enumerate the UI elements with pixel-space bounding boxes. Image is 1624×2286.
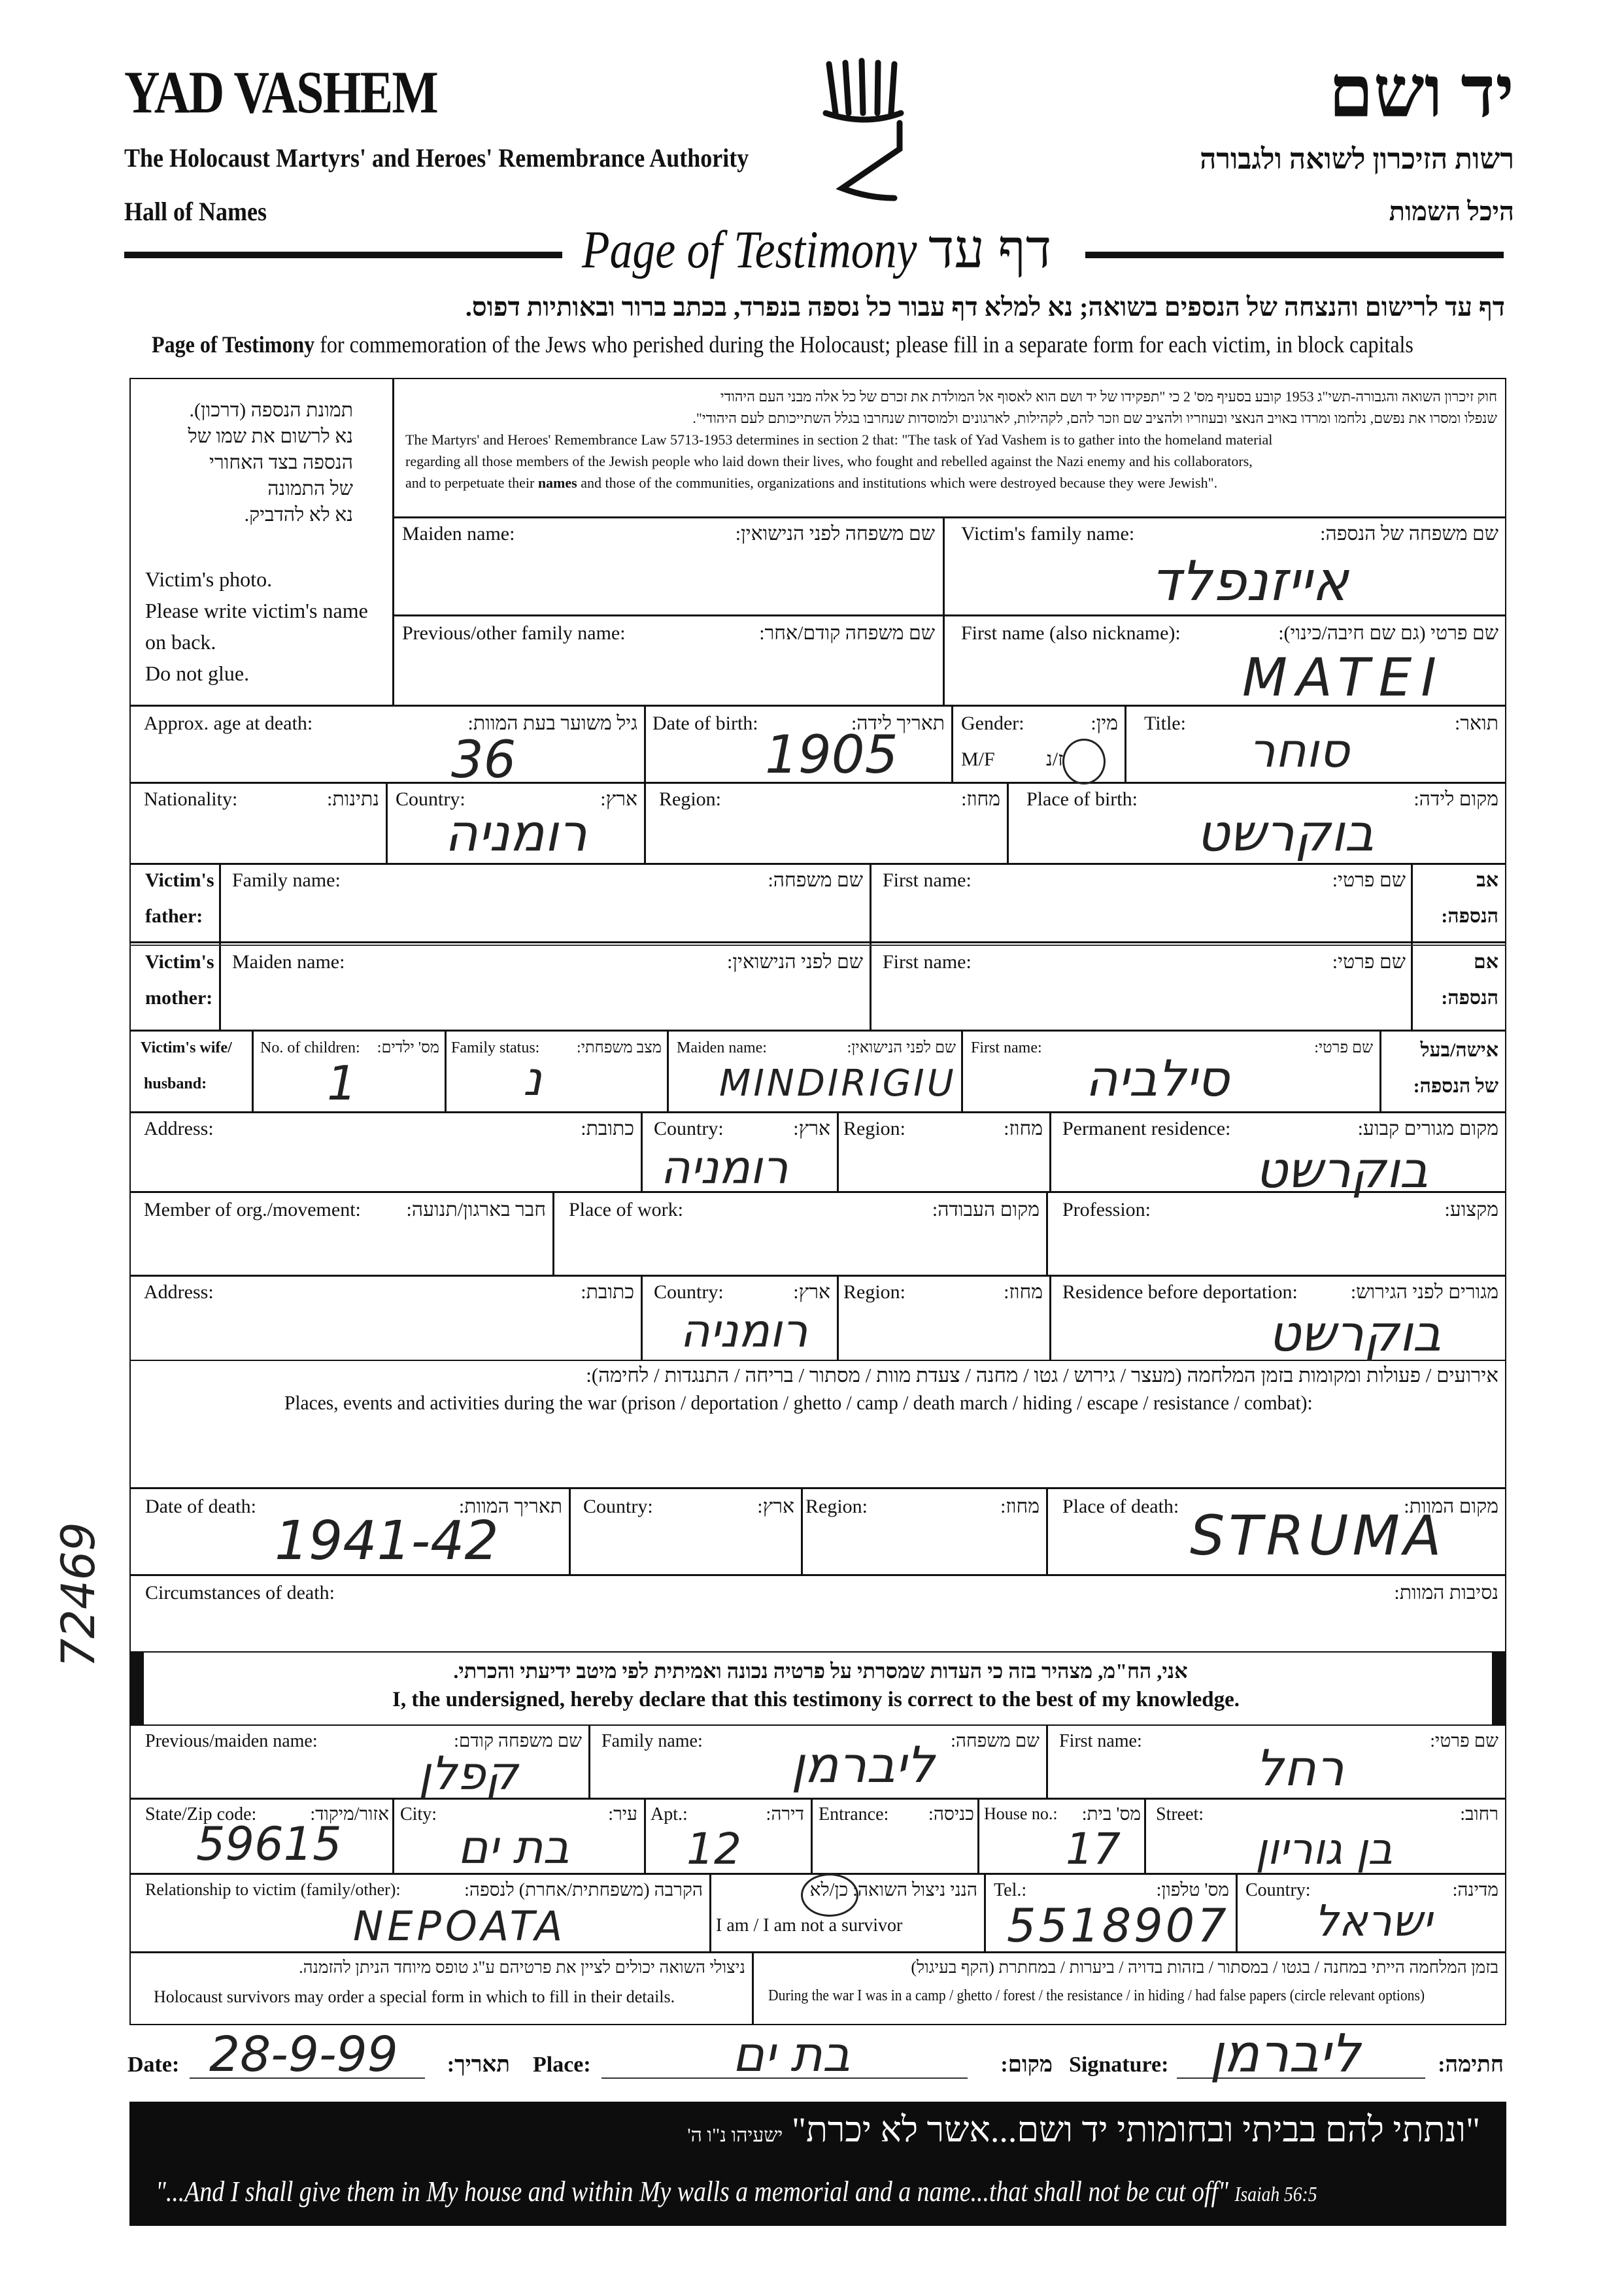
dob-label-he: תאריך לידה: [851, 713, 945, 734]
country-label-he: ארץ: [600, 788, 637, 810]
rule [811, 1798, 813, 1873]
dep-country-value: רומניה [680, 1304, 808, 1358]
rule [644, 705, 646, 782]
rule [129, 1574, 1506, 1576]
children-label-he: מס' ילדים: [377, 1039, 439, 1056]
rule [392, 516, 1506, 518]
dod-label-he: תאריך המוות: [458, 1496, 562, 1517]
rule [837, 1275, 839, 1360]
prof-label-en: Profession: [1062, 1199, 1151, 1220]
rule [961, 1030, 963, 1111]
authority-he: רשות הזיכרון לשואה ולגבורה [1200, 143, 1514, 175]
nationality-label-he: נתינות: [327, 788, 379, 810]
rule [129, 1798, 1506, 1800]
address-label-he: כתובת: [581, 1118, 634, 1139]
photo-box-he [137, 397, 353, 528]
photo-he-line: נא לרשום את שמו של [188, 426, 353, 447]
region-label-he: מחוז: [961, 788, 1000, 810]
rule [129, 1275, 1506, 1277]
region-label-en: Region: [659, 788, 721, 810]
mother-label-en-2: mother: [145, 987, 213, 1009]
dep-region-he: מחוז: [1004, 1281, 1043, 1303]
member-label-en: Member of org./movement: [144, 1199, 361, 1220]
resdep-value: בוקרשט [1268, 1304, 1442, 1362]
sub-family-he: שם משפחה: [951, 1731, 1040, 1751]
rel-en: Relationship to victim (family/other): [145, 1880, 401, 1899]
footer-en-text: "...And I shall give them in My house and within My walls a memorial and a name...that shall not be cut off" [156, 2176, 1228, 2208]
law-en-2: regarding all those members of the Jewish people who laid down their lives, who fought and rebelled against the Nazi enemy and his collaborators, [405, 453, 1253, 469]
father-label-he-2: הנספה: [1441, 905, 1498, 927]
pod-label-en: Place of death: [1062, 1496, 1179, 1517]
father-label-en-1: Victim's [145, 869, 214, 891]
note-he: ניצולי השואה יכולים לציין את פרטיהם ע"ג טופס מיוחד הניתן להזמנה. [299, 1958, 745, 1977]
gender-label-he: מין: [1091, 713, 1118, 734]
victim-first-value: MATEI [1242, 647, 1446, 708]
spouse-label-en-2: husband: [144, 1075, 207, 1092]
victim-family-value: אייזנפלד [1151, 549, 1349, 613]
perm-label-en: Permanent residence: [1062, 1118, 1231, 1139]
rule [801, 1487, 803, 1574]
rule [129, 1487, 1506, 1489]
rule [870, 863, 871, 1030]
pob-value: בוקרשט [1196, 804, 1374, 863]
rule [709, 1873, 711, 1951]
death-country-en: Country: [583, 1496, 653, 1517]
tel-he: מס' טלפון: [1156, 1880, 1229, 1900]
intro-en [152, 331, 1413, 358]
margin-archive-number: 72469 [52, 1522, 105, 1668]
country2-he: מדינה: [1452, 1880, 1498, 1900]
page-title-en: Page of Testimony [582, 220, 917, 279]
dep-country-he: ארץ: [793, 1281, 830, 1303]
rule [129, 1030, 1506, 1032]
photo-en-line: Victim's photo. [145, 567, 273, 591]
intro-he: דף עד לרישום והנצחה של הנספים בשואה; נא למלא דף עבור כל נספה בנפרד, בכתב ברור ובאותיות דפוס. [465, 292, 1505, 322]
rule [943, 516, 945, 705]
authority-en: The Holocaust Martyrs' and Heroes' Remembrance Authority [124, 143, 749, 173]
photo-box-en [145, 563, 381, 689]
rule [1144, 1798, 1146, 1873]
footer-he [146, 2110, 1480, 2150]
place-en: Place: [533, 2053, 591, 2077]
tel-value: 5518907 [1007, 1899, 1229, 1953]
org-name-en: YAD VASHEM [124, 59, 438, 126]
yad-vashem-logo [816, 51, 914, 208]
war-en: During the war I was in a camp / ghetto / forest / the resistance / in hiding / had false papers (circle relevant options) [768, 1987, 1425, 2004]
work-label-he: מקום העבודה: [932, 1199, 1040, 1220]
page-title-he: דף עד [928, 220, 1052, 279]
mother-label-he-1: אם [1474, 951, 1498, 973]
resdep-label-en: Residence before deportation: [1062, 1281, 1298, 1303]
events-label-en: Places, events and activities during the war (prison / deportation / ghetto / camp / death march / hiding / escape / resistance / combat): [284, 1391, 1313, 1414]
photo-he-line: תמונת הנספה (דרכון). [189, 399, 353, 421]
family-label-en: Victim's family name: [961, 523, 1135, 545]
pob-label-he: מקום לידה: [1413, 788, 1498, 810]
law-text [405, 386, 1497, 494]
addr-country-he: ארץ: [793, 1118, 830, 1139]
law-en-3b: names [537, 475, 577, 491]
hall-he: היכל השמות [1389, 197, 1514, 226]
status-value: נ [523, 1051, 542, 1106]
sub-first-he: שם פרטי: [1430, 1731, 1498, 1751]
mother-first-he: שם פרטי: [1332, 951, 1406, 973]
title-rule-left [124, 252, 562, 258]
rule [1125, 705, 1126, 782]
title-rule-right [1085, 252, 1504, 258]
sub-first-value: רחל [1255, 1739, 1344, 1797]
entrance-he: כניסה: [928, 1804, 974, 1824]
addr-region-he: מחוז: [1004, 1118, 1043, 1139]
zip-value: 59615 [196, 1817, 342, 1871]
rule [129, 1951, 1506, 1953]
zip-he: אזור/מיקוד: [310, 1804, 389, 1824]
rule [1046, 1724, 1048, 1798]
sig-he: חתימה: [1438, 2053, 1504, 2077]
father-family-en: Family name: [232, 869, 341, 891]
rule [1049, 1111, 1051, 1191]
rel-value: NEPOATA [353, 1902, 567, 1950]
sub-family-value: ליברמן [791, 1736, 935, 1794]
rule [1046, 1191, 1048, 1275]
country2-value: ישראל [1314, 1896, 1432, 1946]
events-label-he: אירועים / פעולות ומקומות בזמן המלחמה (מעצר / גירוש / גטו / מחנה / צעדת מוות / מסתור / בריחה / התנגדות / לחימה): [586, 1364, 1498, 1387]
spouse-label-he-1: אישה/בעל [1420, 1039, 1498, 1061]
age-label-en: Approx. age at death: [144, 713, 313, 734]
photo-he-line: של התמונה [267, 478, 353, 499]
org-name-he: יד ושם [1328, 52, 1514, 132]
survivor-circle [801, 1874, 858, 1917]
gender-circle [1062, 739, 1106, 784]
rule [552, 1191, 554, 1275]
street-he: רחוב: [1460, 1804, 1498, 1824]
rule [129, 1111, 1506, 1113]
title-value: סוחר [1249, 723, 1350, 778]
rule [129, 945, 1506, 946]
dod-label-en: Date of death: [145, 1496, 256, 1517]
death-region-he: מחוז: [1000, 1496, 1040, 1517]
surv-en: I am / I am not a survivor [716, 1915, 903, 1936]
intro-en-text: for commemoration of the Jews who perished during the Holocaust; please fill in a separate form for each victim, in block capitals [314, 331, 1413, 358]
spouse-label-en-1: Victim's wife/ [141, 1039, 232, 1056]
street-value: בן גוריון [1255, 1824, 1393, 1874]
rule [1236, 1873, 1238, 1951]
mother-maiden-he: שם לפני הנישואין: [727, 951, 863, 973]
street-en: Street: [1156, 1804, 1204, 1824]
rel-he: הקרבה (משפחתית/אחרת) לנספה: [464, 1880, 703, 1900]
declare-en: I, the undersigned, hereby declare that this testimony is correct to the best of my knowledge. [392, 1688, 1240, 1711]
apt-he: דירה: [766, 1804, 804, 1824]
rule [392, 614, 1506, 616]
death-country-he: ארץ: [757, 1496, 794, 1517]
law-he-1: חוק זיכרון השואה והגבורה-תשי"ג 1953 קובע בסעיף מס' 2 כי "תפקידו של יד ושם הוא לאסוף אל המולדת את זכרם של כל אלה מבני העם היהודי [720, 388, 1497, 405]
rule [569, 1487, 571, 1574]
house-value: 17 [1066, 1824, 1121, 1874]
title-label-en: Title: [1144, 713, 1186, 734]
nationality-label-en: Nationality: [144, 788, 238, 810]
pod-value: STRUMA [1190, 1504, 1446, 1568]
spouse-first-en: First name: [971, 1039, 1042, 1056]
perm-label-he: מקום מגורים קבוע: [1357, 1118, 1498, 1139]
rule [252, 1030, 254, 1111]
work-label-en: Place of work: [569, 1199, 683, 1220]
father-first-he: שם פרטי: [1332, 869, 1406, 891]
photo-en-line: Do not glue. [145, 662, 250, 685]
status-label-he: מצב משפחתי: [577, 1039, 662, 1056]
spouse-first-he: שם פרטי: [1314, 1039, 1373, 1056]
rule [1007, 782, 1009, 863]
sub-family-en: Family name: [601, 1731, 703, 1751]
photo-he-line: נא לא להדביק. [244, 504, 353, 526]
children-value: 1 [327, 1056, 357, 1111]
rule [977, 1798, 979, 1873]
circ-label-en: Circumstances of death: [145, 1582, 335, 1604]
intro-en-bold: Page of Testimony [152, 331, 315, 358]
declare-he: אני, הח"מ, מצהיר בזה כי העדות שמסרתי על פרטיה נכונה ואמיתית לפי מיטב ידיעתי והכרתי. [453, 1659, 1188, 1683]
dob-label-en: Date of birth: [652, 713, 758, 734]
rule [219, 863, 221, 1030]
country-value: רומניה [445, 804, 587, 863]
rule [752, 1951, 754, 2025]
place-he: מקום: [1000, 2053, 1053, 2077]
dep-country-en: Country: [654, 1281, 724, 1303]
first-label-he: שם פרטי (גם שם חיבה/כינוי): [1278, 622, 1498, 644]
rule [667, 1030, 669, 1111]
address2-label-he: כתובת: [581, 1281, 634, 1303]
spouse-maiden-he: שם לפני הנישואין: [847, 1039, 956, 1056]
sub-prev-value: קפלן [418, 1747, 518, 1800]
maiden-label-he: שם משפחה לפני הנישואין: [735, 523, 935, 545]
address2-label-en: Address: [144, 1281, 214, 1303]
prevmaiden-he: שם משפחה קודם: [454, 1731, 582, 1751]
rule [951, 705, 953, 782]
rule [837, 1111, 839, 1191]
gender-label-en: Gender: [961, 713, 1024, 734]
rule [1049, 1275, 1051, 1360]
rule [129, 941, 1506, 943]
rule [1379, 1030, 1381, 1111]
law-he-2: שנפלו ומסרו את נפשם, נלחמו ומרדו באויב הנאצי ובעוזריו ולהציב שם וזכר להם, לקהילות, לארגונים ולמוסדות שנחרבו בגלל השתייכותם לעם היהודי". [692, 410, 1497, 426]
addr-region-en: Region: [843, 1118, 905, 1139]
rule [129, 863, 1506, 865]
photo-he-line: הנספה בצד האחורי [209, 452, 353, 473]
apt-en: Apt.: [651, 1804, 688, 1824]
entrance-en: Entrance: [819, 1804, 889, 1824]
death-region-en: Region: [805, 1496, 868, 1517]
resdep-label-he: מגורים לפני הגירוש: [1350, 1281, 1498, 1303]
spouse-label-he-2: של הנספה: [1413, 1075, 1498, 1097]
age-label-he: גיל משוער בעת המוות: [467, 713, 637, 734]
note-en: Holocaust survivors may order a special form in which to fill in their details. [154, 1987, 675, 2006]
spouse-maiden-value: MINDIRIGIU [719, 1062, 956, 1105]
family-label-he: שם משפחה של הנספה: [1320, 523, 1498, 545]
prof-label-he: מקצוע: [1444, 1199, 1498, 1220]
mother-maiden-en: Maiden name: [232, 951, 345, 973]
surv-he: הנני ניצול השואה: כן/לא [809, 1880, 977, 1900]
rule [445, 1030, 447, 1111]
status-label-en: Family status: [451, 1039, 540, 1056]
signature-value: ליברמן [1210, 2023, 1361, 2084]
footer-he-text: "ונתתי להם בביתי ובחומותי יד ושם...אשר לא יכרת" [791, 2110, 1480, 2149]
law-en-3 [405, 472, 1497, 494]
sig-en: Signature: [1069, 2053, 1169, 2077]
law-en-1: The Martyrs' and Heroes' Remembrance Law 5713-1953 determines in section 2 that: "The task of Yad Vashem is to gather into the homeland material [405, 431, 1273, 448]
prev-label-he: שם משפחה קודם/אחר: [759, 622, 935, 644]
addr-country-en: Country: [654, 1118, 724, 1139]
children-label-en: No. of children: [260, 1039, 360, 1056]
date-en: Date: [127, 2053, 180, 2077]
mother-first-en: First name: [883, 951, 972, 973]
footer-bar [129, 2102, 1506, 2226]
zip-en: State/Zip code: [145, 1804, 257, 1824]
circ-label-he: נסיבות המוות: [1394, 1582, 1498, 1604]
house-he: מס' בית: [1081, 1804, 1141, 1824]
age-value: 36 [451, 731, 516, 790]
member-label-he: חבר בארגון/תנועה: [406, 1199, 546, 1220]
rule [644, 1798, 646, 1873]
country2-en: Country: [1245, 1880, 1311, 1900]
house-en: House no.: [984, 1804, 1058, 1823]
rule [984, 1873, 986, 1951]
addr-country-value: רומניה [660, 1141, 788, 1194]
prev-label-en: Previous/other family name: [402, 622, 626, 644]
law-en-3c: and those of the communities, organizations and institutions which were destroyed because they were Jewish". [577, 475, 1218, 491]
perm-value: בוקרשט [1255, 1141, 1429, 1199]
prevmaiden-en: Previous/maiden name: [145, 1731, 318, 1751]
dob-value: 1905 [765, 724, 898, 785]
title-label-he: תואר: [1454, 713, 1498, 734]
spouse-maiden-en: Maiden name: [677, 1039, 767, 1056]
father-family-he: שם משפחה: [768, 869, 863, 891]
footer-en-ref: Isaiah 56:5 [1234, 2182, 1317, 2206]
date-value: 28-9-99 [209, 2026, 398, 2083]
spouse-first-value: סילביה [1085, 1049, 1230, 1107]
city-value: בת ים [458, 1821, 569, 1874]
law-en-3a: and to perpetuate their [405, 475, 538, 491]
gender-options: M/F [961, 748, 995, 770]
rule [641, 1275, 643, 1360]
footer-en [156, 2175, 1317, 2208]
pob-label-en: Place of birth: [1026, 788, 1138, 810]
mother-label-en-1: Victim's [145, 951, 214, 973]
rule [386, 782, 388, 863]
first-label-en: First name (also nickname): [961, 622, 1181, 644]
dep-region-en: Region: [843, 1281, 905, 1303]
apt-value: 12 [686, 1824, 741, 1874]
photo-en-line: Please write victim's name [145, 599, 368, 622]
father-label-en-2: father: [145, 905, 203, 927]
place-value: בת ים [732, 2026, 851, 2083]
photo-box-divider [392, 378, 394, 705]
city-en: City: [400, 1804, 437, 1824]
rule [644, 782, 646, 863]
footer-he-ref: ישעיהו נ"ו ה' [687, 2125, 783, 2146]
date-he: תאריך: [447, 2053, 510, 2077]
pod-label-he: מקום המוות: [1404, 1496, 1498, 1517]
rule [1411, 863, 1413, 1030]
hall-en: Hall of Names [124, 197, 267, 226]
father-first-en: First name: [883, 869, 972, 891]
rule [641, 1111, 643, 1191]
maiden-label-en: Maiden name: [402, 523, 515, 545]
rule [588, 1724, 590, 1798]
rule [392, 1798, 394, 1873]
gender-options-he: ז/נ [1046, 748, 1064, 770]
sub-first-en: First name: [1059, 1731, 1142, 1751]
mother-label-he-2: הנספה: [1441, 987, 1498, 1009]
tel-en: Tel.: [994, 1880, 1027, 1900]
war-he: בזמן המלחמה הייתי במחנה / בגטו / במסתור / בזהות בדויה / ביערות / במחתרת (הקף בעיגול) [911, 1958, 1498, 1977]
father-label-he-1: אב [1476, 869, 1498, 891]
dod-value: 1941-42 [275, 1510, 499, 1572]
photo-en-line: on back. [145, 630, 216, 654]
rule [1046, 1487, 1048, 1574]
city-he: עיר: [608, 1804, 637, 1824]
address-label-en: Address: [144, 1118, 214, 1139]
country-label-en: Country: [396, 788, 465, 810]
